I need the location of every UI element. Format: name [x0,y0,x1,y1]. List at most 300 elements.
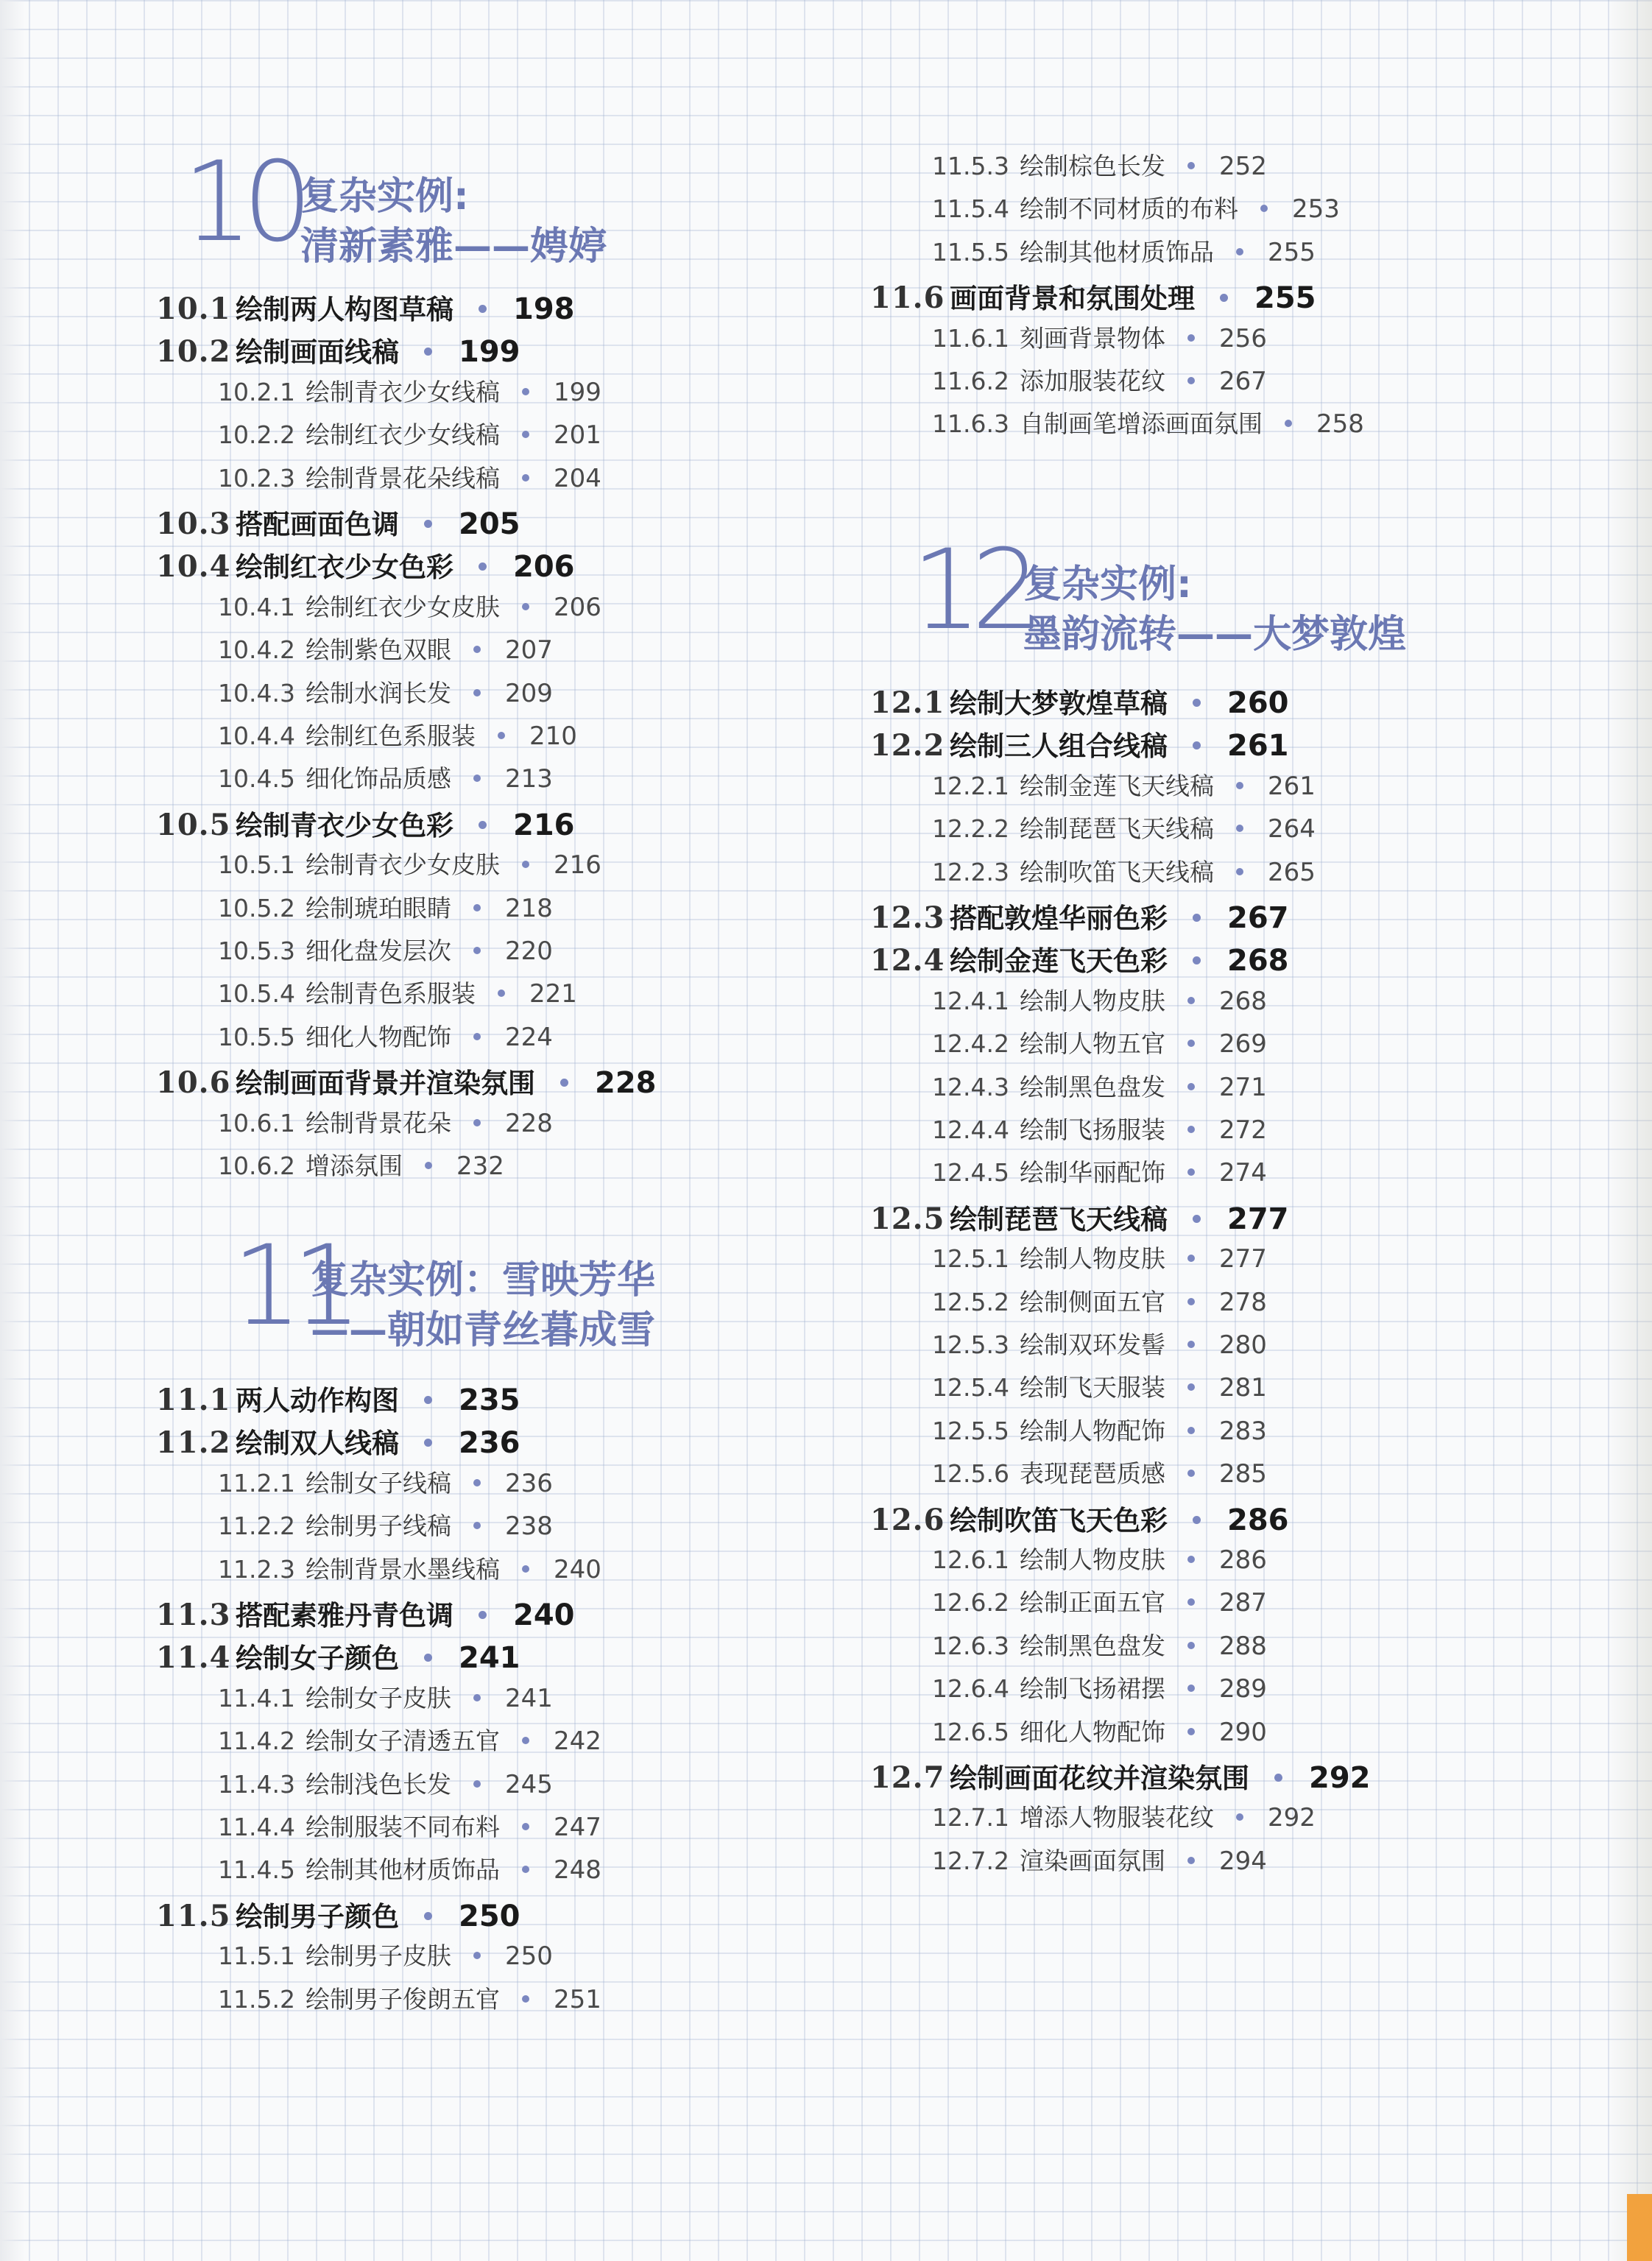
bullet-dot-icon [1187,1470,1195,1477]
section-number: 11.4 [156,1640,231,1676]
chapter-number: 12 [911,526,1031,655]
toc-subsection-entry[interactable] [932,853,1316,888]
subsection-title: 绘制双环发髻 [1019,1330,1165,1359]
page-number: 255 [1254,281,1316,316]
page-number: 255 [1267,237,1316,267]
subsection-number: 11.5.3 [932,152,1009,180]
bullet-dot-icon [424,1396,432,1404]
toc-subsection-entry[interactable] [218,459,601,494]
page-number: 272 [1218,1115,1267,1145]
toc-subsection-entry[interactable] [218,1147,504,1182]
page-number: 241 [504,1683,553,1713]
subsection-number: 10.6.1 [218,1108,295,1137]
subsection-number: 11.2.2 [218,1512,295,1541]
toc-subsection-entry[interactable] [932,982,1267,1017]
page-number: 264 [1267,814,1316,844]
toc-subsection-entry[interactable] [932,1154,1267,1188]
page-number: 281 [1218,1373,1267,1403]
toc-subsection-entry[interactable] [218,373,601,408]
subsection-number: 12.7.2 [932,1846,1009,1875]
subsection-title: 绘制女子线稿 [305,1468,451,1498]
subsection-title: 绘制背景花朵 [305,1108,451,1137]
subsection-title: 绘制人物五官 [1019,1029,1165,1059]
section-number: 11.6 [870,281,945,316]
subsection-title: 刻画背景物体 [1019,323,1165,353]
section-title: 绘制女子颜色 [236,1643,399,1675]
section-title: 两人动作构图 [236,1385,399,1417]
subsection-number: 12.4.5 [932,1158,1009,1188]
section-number: 12.6 [870,1502,945,1537]
toc-subsection-entry[interactable] [932,320,1267,354]
subsection-title: 绘制侧面五官 [1019,1287,1165,1316]
page-number: 292 [1309,1761,1371,1795]
subsection-number: 11.6.1 [932,323,1009,353]
page-number: 251 [553,1984,601,2014]
page-number: 213 [504,764,553,794]
bullet-dot-icon [498,990,505,997]
bullet-dot-icon [424,348,432,356]
subsection-number: 12.5.1 [932,1244,1009,1274]
bullet-dot-icon [1193,1516,1201,1524]
chapter-number: 11 [232,1222,352,1350]
section-title: 绘制两人构图草稿 [236,294,453,325]
subsection-title: 绘制女子清透五官 [305,1726,500,1756]
subsection-number: 10.4.1 [218,592,295,621]
page-number: 268 [1227,944,1289,978]
subsection-number: 12.5.3 [932,1330,1009,1359]
bullet-dot-icon [522,474,529,482]
subsection-title: 绘制红衣少女线稿 [305,420,500,450]
toc-subsection-entry[interactable] [932,1627,1267,1662]
subsection-title: 绘制红色系服装 [305,722,476,750]
toc-subsection-entry[interactable] [932,1842,1267,1877]
subsection-title: 绘制其他材质饰品 [1019,237,1214,267]
bullet-dot-icon [473,1033,481,1040]
bullet-dot-icon [1187,1341,1195,1348]
subsection-number: 12.2.2 [932,814,1009,844]
page-number: 285 [1218,1459,1267,1489]
bullet-dot-icon [1187,1642,1195,1649]
bullet-dot-icon [1220,294,1228,302]
subsection-number: 10.6.2 [218,1151,295,1180]
subsection-title: 细化人物配饰 [1019,1717,1165,1746]
toc-subsection-entry[interactable] [218,1722,601,1757]
bullet-dot-icon [1193,699,1201,707]
page-number: 271 [1218,1072,1267,1102]
section-number: 10.1 [156,292,231,326]
page-number: 220 [504,937,553,966]
bullet-dot-icon [1187,1383,1195,1391]
toc-subsection-entry[interactable] [218,932,553,967]
subsection-title: 绘制女子皮肤 [305,1683,451,1712]
subsection-title: 绘制金莲飞天线稿 [1019,771,1214,800]
page-number: 253 [1291,194,1340,225]
page-number: 286 [1218,1545,1267,1575]
toc-subsection-entry[interactable] [218,1679,553,1714]
page-number: 204 [553,463,601,493]
subsection-number: 11.2.1 [218,1468,295,1498]
section-title: 搭配素雅丹青色调 [236,1600,453,1632]
chapter-number: 10 [183,138,303,267]
toc-subsection-entry[interactable] [932,1455,1267,1489]
bullet-dot-icon [522,388,529,395]
toc-section-entry[interactable] [156,1378,520,1418]
section-number: 12.7 [870,1760,945,1795]
page-number: 228 [504,1108,553,1138]
toc-subsection-entry[interactable] [932,767,1316,802]
subsection-title: 绘制背景水墨线稿 [305,1554,500,1584]
subsection-title: 绘制人物皮肤 [1019,986,1165,1015]
subsection-title: 细化饰品质感 [305,764,451,794]
bullet-dot-icon [522,603,529,610]
subsection-number: 10.4.4 [218,722,295,750]
page-number: 235 [459,1383,520,1417]
subsection-title: 绘制不同材质的布料 [1019,194,1238,224]
toc-subsection-entry[interactable] [218,588,601,623]
toc-subsection-entry[interactable] [932,1713,1267,1748]
page-number: 278 [1218,1287,1267,1317]
bullet-dot-icon [1236,782,1243,789]
toc-section-entry[interactable] [156,502,520,542]
subsection-number: 11.5.4 [932,194,1009,224]
page-number: 209 [504,678,553,708]
section-title: 绘制画面背景并渲染氛围 [236,1068,535,1100]
toc-subsection-entry[interactable] [932,1799,1316,1833]
page-number: 206 [553,592,601,622]
subsection-number: 11.6.3 [932,409,1009,439]
page-number: 260 [1227,686,1289,720]
page-number: 207 [504,635,553,666]
bullet-dot-icon [1187,1556,1195,1563]
page-number: 205 [459,507,520,541]
section-title: 绘制红衣少女色彩 [236,551,453,584]
page-number: 210 [529,722,577,751]
subsection-title: 绘制琥珀眼睛 [305,893,451,923]
section-number: 12.5 [870,1201,945,1236]
page-number: 240 [513,1598,575,1632]
page-number: 252 [1218,152,1267,181]
subsection-title: 绘制男子皮肤 [305,1941,451,1971]
toc-subsection-entry[interactable] [218,674,553,709]
subsection-title: 绘制水润长发 [305,678,451,708]
section-number: 12.4 [870,943,945,978]
section-title: 搭配画面色调 [236,509,399,540]
page-number: 240 [553,1554,601,1584]
toc-subsection-entry[interactable] [932,810,1316,844]
toc-section-entry[interactable] [156,803,575,843]
page-number: 292 [1267,1803,1316,1833]
toc-subsection-entry[interactable] [932,1326,1267,1361]
bullet-dot-icon [522,1866,529,1873]
bullet-dot-icon [425,1162,432,1169]
subsection-title: 绘制背景花朵线稿 [305,463,500,493]
subsection-title: 绘制吹笛飞天线稿 [1019,857,1214,886]
page-number: 290 [1218,1717,1267,1747]
subsection-title: 绘制人物皮肤 [1019,1244,1165,1274]
page-number: 274 [1218,1158,1267,1188]
subsection-title: 绘制其他材质饰品 [305,1855,500,1885]
section-title: 绘制画面线稿 [236,336,399,369]
bullet-dot-icon [473,775,481,782]
toc-subsection-entry[interactable] [932,1369,1267,1403]
page-number: 238 [504,1512,553,1542]
bullet-dot-icon [473,646,481,653]
subsection-title: 增添人物服装花纹 [1019,1803,1214,1833]
page-number: 247 [553,1813,601,1842]
section-number: 11.5 [156,1898,231,1933]
toc-subsection-entry[interactable] [932,1068,1267,1103]
page-number: 198 [513,292,575,326]
toc-subsection-entry[interactable] [932,190,1340,225]
toc-section-entry[interactable] [870,724,1289,763]
toc-subsection-entry[interactable] [218,1018,553,1053]
subsection-title: 绘制人物配饰 [1019,1416,1165,1445]
page-number: 258 [1316,409,1364,440]
subsection-number: 11.4.5 [218,1855,295,1885]
subsection-number: 12.6.2 [932,1588,1009,1618]
toc-subsection-entry[interactable] [932,147,1267,182]
bullet-dot-icon [1236,1813,1243,1821]
bullet-dot-icon [1193,914,1201,922]
bullet-dot-icon [1187,1427,1195,1434]
section-number: 11.2 [156,1425,231,1461]
toc-subsection-entry[interactable] [218,1507,553,1542]
subsection-title: 绘制服装不同布料 [305,1813,500,1841]
toc-subsection-entry[interactable] [932,362,1267,397]
bullet-dot-icon [522,861,529,868]
bullet-dot-icon [522,1995,529,2003]
subsection-number: 12.5.5 [932,1416,1009,1445]
toc-subsection-entry[interactable] [218,1937,553,1972]
subsection-number: 11.4.3 [218,1769,295,1799]
bullet-dot-icon [1236,868,1243,875]
subsection-number: 11.2.3 [218,1554,295,1584]
toc-section-entry[interactable] [870,1756,1371,1796]
bullet-dot-icon [1187,1168,1195,1176]
bullet-dot-icon [1260,205,1268,212]
page-number: 288 [1218,1631,1267,1661]
toc-subsection-entry[interactable] [932,1025,1267,1059]
section-number: 10.2 [156,334,231,370]
subsection-number: 10.4.3 [218,678,295,708]
toc-section-entry[interactable] [156,1593,575,1633]
bullet-dot-icon [473,904,481,911]
toc-section-entry[interactable] [156,287,575,327]
toc-section-entry[interactable] [156,330,520,370]
bullet-dot-icon [1187,997,1195,1004]
section-title: 绘制大梦敦煌草稿 [950,688,1168,719]
page-number: 245 [504,1769,553,1799]
subsection-number: 10.5.1 [218,850,295,880]
subsection-number: 10.2.1 [218,377,295,406]
subsection-title: 绘制黑色盘发 [1019,1072,1165,1101]
subsection-number: 10.5.3 [218,937,295,965]
subsection-number: 11.4.1 [218,1683,295,1712]
bullet-dot-icon [473,1479,481,1486]
toc-subsection-entry[interactable] [218,631,553,666]
bullet-dot-icon [473,1119,481,1126]
bullet-dot-icon [1236,825,1243,832]
bullet-dot-icon [479,562,487,571]
subsection-number: 12.2.3 [932,857,1009,886]
chapter-title-line2: ——朝如青丝暮成雪 [311,1308,656,1352]
section-title: 绘制吹笛飞天色彩 [950,1504,1168,1537]
subsection-title: 增添氛围 [305,1151,403,1180]
subsection-number: 11.5.5 [932,237,1009,267]
subsection-number: 12.6.5 [932,1717,1009,1746]
bullet-dot-icon [479,821,487,829]
subsection-number: 11.6.2 [932,367,1009,395]
page-number: 286 [1227,1503,1289,1537]
page-number: 267 [1218,367,1267,396]
bullet-dot-icon [473,1522,481,1529]
toc-subsection-entry[interactable] [932,1670,1267,1704]
subsection-title: 绘制人物皮肤 [1019,1545,1165,1574]
page-number: 236 [504,1468,553,1498]
toc-subsection-entry[interactable] [218,846,601,881]
subsection-number: 10.4.2 [218,635,295,665]
toc-section-entry[interactable] [156,1061,657,1101]
toc-section-entry[interactable] [156,545,575,585]
toc-section-entry[interactable] [870,681,1289,721]
page-number: 269 [1218,1029,1267,1059]
page-number: 267 [1227,901,1289,935]
subsection-number: 10.4.5 [218,764,295,794]
subsection-title: 绘制飞扬裙摆 [1019,1674,1165,1704]
bullet-dot-icon [1285,420,1292,427]
subsection-number: 11.5.2 [218,1984,295,2014]
bullet-dot-icon [1236,248,1243,255]
subsection-title: 渲染画面氛围 [1019,1846,1165,1875]
toc-section-entry[interactable] [870,1498,1289,1538]
bullet-dot-icon [1187,1728,1195,1735]
bullet-dot-icon [1187,1298,1195,1305]
bullet-dot-icon [1187,1126,1195,1133]
toc-subsection-entry[interactable] [218,1851,601,1886]
chapter-title-line1: 复杂实例：雪映芳华 [311,1258,656,1302]
page-number: 242 [553,1726,601,1757]
page-number: 218 [504,893,553,923]
section-title: 绘制三人组合线稿 [950,730,1168,763]
toc-subsection-entry[interactable] [932,405,1364,440]
toc-subsection-entry[interactable] [218,717,577,752]
section-number: 12.3 [870,900,945,935]
toc-section-entry[interactable] [156,1421,520,1461]
subsection-title: 绘制琵琶飞天线稿 [1019,814,1214,844]
toc-subsection-entry[interactable] [218,1104,553,1139]
toc-subsection-entry[interactable] [218,1808,601,1843]
toc-subsection-entry[interactable] [218,1464,553,1499]
toc-subsection-entry[interactable] [932,233,1316,268]
chapter-title-line2: 清新素雅——娉婷 [300,225,607,269]
bullet-dot-icon [1274,1774,1282,1782]
subsection-number: 11.4.4 [218,1813,295,1841]
page-fold-shadow [1608,0,1652,2261]
subsection-title: 细化盘发层次 [305,937,451,965]
bullet-dot-icon [473,1780,481,1788]
toc-section-entry[interactable] [156,1636,520,1676]
page-number: 294 [1218,1846,1267,1876]
page-number: 250 [459,1899,520,1933]
subsection-title: 绘制红衣少女皮肤 [305,592,500,621]
subsection-title: 绘制正面五官 [1019,1588,1165,1618]
bullet-dot-icon [479,305,487,313]
bullet-dot-icon [560,1079,568,1087]
toc-subsection-entry[interactable] [218,975,577,1009]
section-number: 10.5 [156,807,231,842]
bullet-dot-icon [522,1737,529,1744]
subsection-title: 绘制青色系服装 [305,979,476,1009]
section-title: 绘制金莲飞天色彩 [950,945,1168,978]
toc-section-entry[interactable] [156,1894,520,1934]
subsection-number: 11.5.1 [218,1941,295,1971]
toc-subsection-entry[interactable] [932,1283,1267,1318]
section-number: 11.3 [156,1598,231,1632]
page-number: 265 [1267,857,1316,887]
subsection-title: 绘制男子俊朗五官 [305,1984,500,2014]
page-number: 277 [1218,1244,1267,1274]
section-title: 绘制青衣少女色彩 [236,809,453,842]
section-number: 10.4 [156,549,231,585]
toc-section-entry[interactable] [870,896,1289,936]
page-number: 261 [1267,771,1316,801]
subsection-title: 绘制紫色双眼 [305,635,451,665]
toc-section-entry[interactable] [870,1197,1289,1237]
subsection-title: 自制画笔增添画面氛围 [1019,409,1263,439]
bullet-dot-icon [1193,956,1201,964]
bullet-dot-icon [1187,1040,1195,1047]
toc-subsection-entry[interactable] [218,1980,601,2015]
subsection-number: 11.4.2 [218,1726,295,1756]
toc-subsection-entry[interactable] [932,1412,1267,1447]
toc-subsection-entry[interactable] [932,1111,1267,1146]
subsection-title: 绘制棕色长发 [1019,152,1165,180]
toc-subsection-entry[interactable] [218,1551,601,1585]
subsection-number: 12.4.4 [932,1115,1009,1144]
bullet-dot-icon [473,689,481,696]
toc-subsection-entry[interactable] [932,1541,1267,1576]
toc-subsection-entry[interactable] [218,760,553,794]
subsection-number: 12.6.1 [932,1545,1009,1574]
page-number: 256 [1218,323,1267,353]
toc-subsection-entry[interactable] [218,889,553,924]
toc-subsection-entry[interactable] [932,1584,1267,1618]
bullet-dot-icon [424,1654,432,1662]
page-number: 283 [1218,1416,1267,1446]
subsection-number: 12.4.3 [932,1072,1009,1101]
page-number: 236 [459,1426,520,1461]
toc-section-entry[interactable] [870,939,1289,978]
subsection-title: 绘制飞扬服装 [1019,1115,1165,1144]
page-number: 199 [553,377,601,407]
bullet-dot-icon [473,947,481,954]
toc-subsection-entry[interactable] [932,1240,1267,1274]
toc-subsection-entry[interactable] [218,416,601,451]
subsection-number: 12.4.1 [932,986,1009,1015]
bullet-dot-icon [473,1694,481,1701]
page-number: 232 [456,1151,504,1181]
page-number: 261 [1227,729,1289,763]
subsection-number: 10.2.3 [218,463,295,493]
toc-section-entry[interactable] [870,276,1316,316]
section-title: 绘制画面花纹并渲染氛围 [950,1763,1249,1794]
bullet-dot-icon [522,1565,529,1573]
section-number: 12.2 [870,728,945,763]
bullet-dot-icon [1187,162,1195,169]
toc-subsection-entry[interactable] [218,1766,553,1800]
subsection-number: 10.5.4 [218,979,295,1009]
page-number: 248 [553,1855,601,1886]
